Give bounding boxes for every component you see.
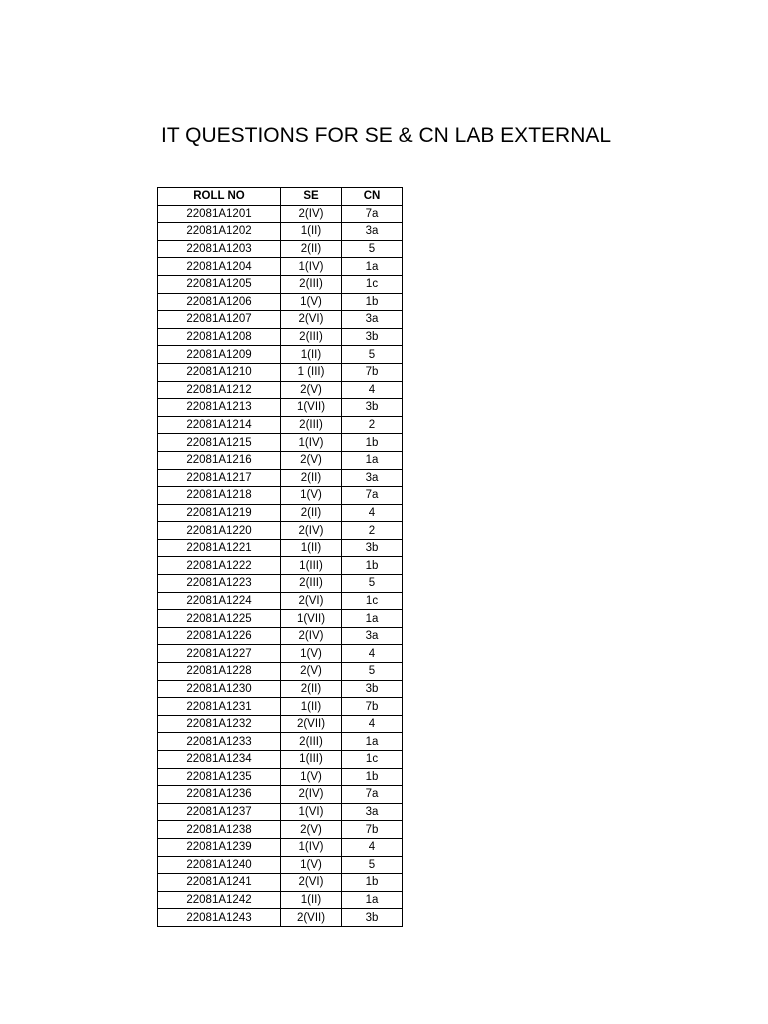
cell-roll-no: 22081A1215 (158, 434, 281, 452)
table-row (158, 434, 403, 452)
cell-se: 2(VII) (281, 715, 342, 733)
table-row (158, 698, 403, 716)
cell-se: 1(III) (281, 751, 342, 769)
cell-cn: 1a (342, 733, 403, 751)
table-row (158, 821, 403, 839)
cell-roll-no: 22081A1231 (158, 698, 281, 716)
cell-cn: 1b (342, 557, 403, 575)
cell-se: 1(VII) (281, 399, 342, 417)
cell-se: 2(III) (281, 575, 342, 593)
cell-cn: 1a (342, 891, 403, 909)
cell-roll-no: 22081A1221 (158, 539, 281, 557)
cell-roll-no: 22081A1213 (158, 399, 281, 417)
header-roll-no: ROLL NO (158, 188, 281, 206)
cell-cn: 7a (342, 487, 403, 505)
cell-se: 1(II) (281, 223, 342, 241)
cell-roll-no: 22081A1224 (158, 592, 281, 610)
cell-se: 1(V) (281, 856, 342, 874)
table-row (158, 469, 403, 487)
cell-se: 2(II) (281, 504, 342, 522)
cell-se: 1(IV) (281, 434, 342, 452)
table-row (158, 663, 403, 681)
table-row (158, 627, 403, 645)
table-row (158, 645, 403, 663)
cell-se: 2(III) (281, 733, 342, 751)
cell-se: 2(VI) (281, 311, 342, 329)
cell-cn: 1a (342, 610, 403, 628)
table-row (158, 487, 403, 505)
cell-se: 1(IV) (281, 258, 342, 276)
cell-roll-no: 22081A1212 (158, 381, 281, 399)
cell-cn: 3a (342, 469, 403, 487)
cell-roll-no: 22081A1205 (158, 275, 281, 293)
cell-cn: 5 (342, 663, 403, 681)
table-row (158, 786, 403, 804)
cell-cn: 1a (342, 258, 403, 276)
cell-cn: 3a (342, 627, 403, 645)
cell-se: 1(II) (281, 698, 342, 716)
cell-roll-no: 22081A1236 (158, 786, 281, 804)
table-header-row (158, 188, 403, 206)
table-row (158, 363, 403, 381)
cell-se: 1(II) (281, 539, 342, 557)
cell-roll-no: 22081A1214 (158, 416, 281, 434)
cell-se: 2(III) (281, 275, 342, 293)
cell-roll-no: 22081A1209 (158, 346, 281, 364)
cell-roll-no: 22081A1227 (158, 645, 281, 663)
cell-se: 2(II) (281, 680, 342, 698)
cell-cn: 1c (342, 751, 403, 769)
cell-cn: 5 (342, 856, 403, 874)
cell-roll-no: 22081A1208 (158, 328, 281, 346)
table-row (158, 680, 403, 698)
cell-cn: 7b (342, 821, 403, 839)
table-row (158, 575, 403, 593)
cell-se: 2(IV) (281, 205, 342, 223)
cell-roll-no: 22081A1238 (158, 821, 281, 839)
cell-cn: 3b (342, 399, 403, 417)
cell-cn: 1c (342, 592, 403, 610)
cell-cn: 5 (342, 240, 403, 258)
table-row (158, 610, 403, 628)
cell-roll-no: 22081A1220 (158, 522, 281, 540)
table-row (158, 909, 403, 927)
cell-roll-no: 22081A1218 (158, 487, 281, 505)
table-row (158, 715, 403, 733)
cell-se: 2(V) (281, 821, 342, 839)
cell-roll-no: 22081A1219 (158, 504, 281, 522)
table-row (158, 416, 403, 434)
cell-se: 1(III) (281, 557, 342, 575)
cell-cn: 7b (342, 698, 403, 716)
cell-roll-no: 22081A1237 (158, 803, 281, 821)
cell-roll-no: 22081A1222 (158, 557, 281, 575)
cell-roll-no: 22081A1206 (158, 293, 281, 311)
cell-cn: 3a (342, 223, 403, 241)
cell-se: 2(III) (281, 416, 342, 434)
cell-cn: 2 (342, 522, 403, 540)
cell-cn: 1b (342, 434, 403, 452)
cell-cn: 4 (342, 504, 403, 522)
cell-se: 2(IV) (281, 786, 342, 804)
table-row (158, 504, 403, 522)
cell-cn: 1b (342, 293, 403, 311)
cell-se: 1(V) (281, 487, 342, 505)
cell-se: 1(V) (281, 768, 342, 786)
page-title: IT QUESTIONS FOR SE & CN LAB EXTERNAL (161, 124, 612, 147)
cell-cn: 4 (342, 645, 403, 663)
table-row (158, 874, 403, 892)
table-row (158, 328, 403, 346)
cell-se: 2(II) (281, 469, 342, 487)
cell-cn: 7a (342, 786, 403, 804)
table-row (158, 592, 403, 610)
table-row (158, 751, 403, 769)
cell-roll-no: 22081A1203 (158, 240, 281, 258)
cell-se: 1 (III) (281, 363, 342, 381)
table-row (158, 768, 403, 786)
cell-cn: 4 (342, 381, 403, 399)
cell-cn: 4 (342, 715, 403, 733)
table-row (158, 399, 403, 417)
cell-roll-no: 22081A1235 (158, 768, 281, 786)
cell-roll-no: 22081A1241 (158, 874, 281, 892)
cell-roll-no: 22081A1240 (158, 856, 281, 874)
cell-se: 2(VII) (281, 909, 342, 927)
table-row (158, 346, 403, 364)
cell-cn: 3b (342, 909, 403, 927)
cell-roll-no: 22081A1223 (158, 575, 281, 593)
cell-se: 1(V) (281, 645, 342, 663)
cell-roll-no: 22081A1234 (158, 751, 281, 769)
table-row (158, 311, 403, 329)
cell-roll-no: 22081A1232 (158, 715, 281, 733)
cell-cn: 4 (342, 838, 403, 856)
cell-cn: 1b (342, 768, 403, 786)
table-row (158, 856, 403, 874)
cell-cn: 5 (342, 575, 403, 593)
cell-cn: 2 (342, 416, 403, 434)
cell-cn: 7b (342, 363, 403, 381)
cell-cn: 3a (342, 803, 403, 821)
cell-roll-no: 22081A1204 (158, 258, 281, 276)
cell-roll-no: 22081A1202 (158, 223, 281, 241)
cell-roll-no: 22081A1216 (158, 451, 281, 469)
cell-cn: 3b (342, 328, 403, 346)
table-row (158, 557, 403, 575)
cell-cn: 1b (342, 874, 403, 892)
cell-se: 2(V) (281, 663, 342, 681)
cell-roll-no: 22081A1239 (158, 838, 281, 856)
table-row (158, 733, 403, 751)
cell-se: 1(VII) (281, 610, 342, 628)
cell-roll-no: 22081A1210 (158, 363, 281, 381)
table-row (158, 803, 403, 821)
table-row (158, 258, 403, 276)
table-row (158, 205, 403, 223)
table-row (158, 293, 403, 311)
cell-se: 2(III) (281, 328, 342, 346)
cell-roll-no: 22081A1225 (158, 610, 281, 628)
cell-se: 2(VI) (281, 592, 342, 610)
cell-se: 2(II) (281, 240, 342, 258)
cell-cn: 5 (342, 346, 403, 364)
cell-roll-no: 22081A1233 (158, 733, 281, 751)
cell-roll-no: 22081A1201 (158, 205, 281, 223)
cell-cn: 1c (342, 275, 403, 293)
table-row (158, 539, 403, 557)
cell-roll-no: 22081A1243 (158, 909, 281, 927)
cell-roll-no: 22081A1226 (158, 627, 281, 645)
header-se: SE (281, 188, 342, 206)
cell-se: 1(VI) (281, 803, 342, 821)
cell-se: 1(II) (281, 891, 342, 909)
cell-roll-no: 22081A1217 (158, 469, 281, 487)
cell-cn: 3a (342, 311, 403, 329)
table-row (158, 240, 403, 258)
table-row (158, 381, 403, 399)
table-row (158, 891, 403, 909)
cell-se: 1(IV) (281, 838, 342, 856)
cell-roll-no: 22081A1242 (158, 891, 281, 909)
table-row (158, 451, 403, 469)
table-row (158, 838, 403, 856)
table-row (158, 522, 403, 540)
cell-roll-no: 22081A1207 (158, 311, 281, 329)
table-body (158, 205, 403, 926)
cell-se: 2(IV) (281, 522, 342, 540)
roll-assignment-table (157, 187, 403, 927)
cell-se: 2(IV) (281, 627, 342, 645)
cell-cn: 7a (342, 205, 403, 223)
table-row (158, 275, 403, 293)
cell-roll-no: 22081A1228 (158, 663, 281, 681)
cell-se: 1(V) (281, 293, 342, 311)
cell-cn: 3b (342, 539, 403, 557)
cell-se: 2(VI) (281, 874, 342, 892)
header-cn: CN (342, 188, 403, 206)
cell-se: 2(V) (281, 451, 342, 469)
cell-se: 2(V) (281, 381, 342, 399)
cell-se: 1(II) (281, 346, 342, 364)
cell-roll-no: 22081A1230 (158, 680, 281, 698)
cell-cn: 3b (342, 680, 403, 698)
cell-cn: 1a (342, 451, 403, 469)
table-row (158, 223, 403, 241)
